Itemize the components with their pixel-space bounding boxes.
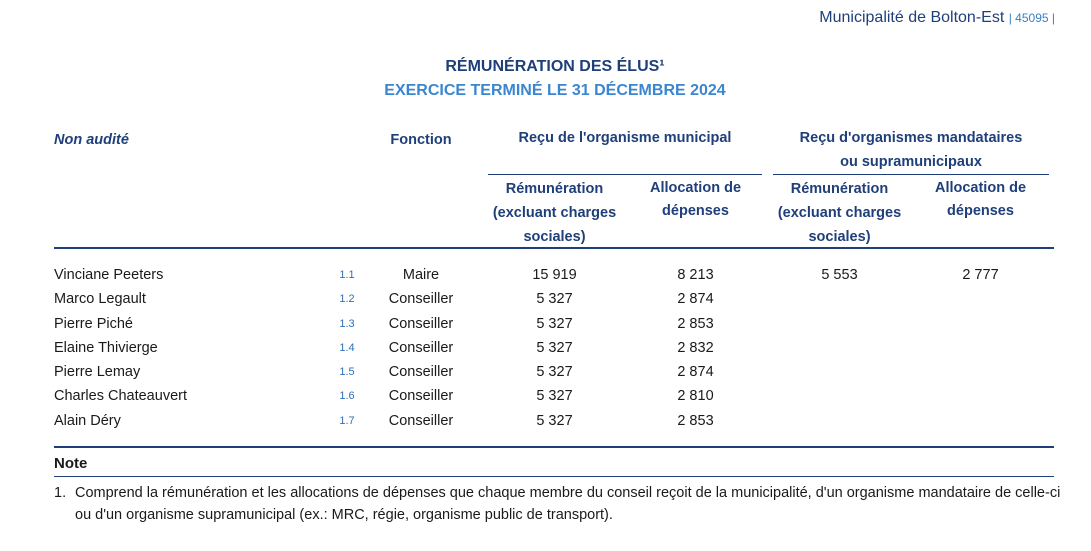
elected-name: Elaine Thivierge: [54, 340, 158, 356]
table-row: [0, 312, 1091, 336]
elected-function: Conseiller: [388, 316, 454, 332]
allocation-municipal: 8 213: [677, 267, 714, 283]
elected-function: Conseiller: [388, 388, 454, 404]
elected-name: Charles Chateauvert: [54, 388, 187, 404]
header-line: sociales): [523, 229, 586, 245]
elected-function: Conseiller: [388, 364, 454, 380]
reference-number: 1.3: [339, 318, 355, 330]
reference-number: 1.6: [339, 390, 355, 402]
table-row: [0, 384, 1091, 408]
table-header-rule: [54, 247, 1054, 249]
table-row: [0, 336, 1091, 360]
header-line: (excluant charges: [777, 205, 902, 221]
elected-function: Conseiller: [388, 291, 454, 307]
municipality-header: [819, 9, 1055, 27]
table-row: [0, 409, 1091, 433]
reference-number: 1.5: [339, 366, 355, 378]
elected-function: Conseiller: [388, 340, 454, 356]
reference-number: 1.1: [339, 269, 355, 281]
elected-function: Conseiller: [388, 413, 454, 429]
note-title: Note: [54, 455, 88, 472]
group-underline-mandataire: [773, 174, 1049, 175]
elected-function: Maire: [402, 267, 440, 283]
table-row: [0, 287, 1091, 311]
column-header-allocation-municipal: [629, 177, 762, 223]
header-line: (excluant charges: [492, 205, 617, 221]
report-subtitle: EXERCICE TERMINÉ LE 31 DÉCEMBRE 2024: [384, 82, 726, 99]
column-group-mandataire: [773, 126, 1049, 174]
elected-name: Pierre Lemay: [54, 364, 141, 380]
remuneration-municipal: 5 327: [536, 316, 573, 332]
table-row: [0, 263, 1091, 287]
allocation-municipal: 2 874: [677, 364, 714, 380]
remuneration-municipal: 5 327: [536, 413, 573, 429]
group-underline-municipal: [488, 174, 762, 175]
allocation-municipal: 2 810: [677, 388, 714, 404]
column-header-status: Non audité: [54, 132, 129, 148]
allocation-municipal: 2 874: [677, 291, 714, 307]
reference-number: 1.4: [339, 342, 355, 354]
column-header-function: Fonction: [390, 132, 452, 148]
elected-name: Pierre Piché: [54, 316, 133, 332]
allocation-municipal: 2 853: [677, 413, 714, 429]
header-line: Rémunération: [790, 181, 889, 197]
municipality-name: Municipalité de Bolton-Est: [819, 9, 1005, 26]
column-group-mandataire-line2: ou supramunicipaux: [840, 154, 982, 170]
remuneration-municipal: 15 919: [532, 267, 577, 283]
reference-number: 1.7: [339, 415, 355, 427]
table-footer-rule: [54, 446, 1054, 448]
note-body: Comprend la rémunération et les allocations de dépenses que chaque membre du conseil reçoit de la municipalité, d'un organisme mandataire de celle-ci ou d'un organisme supramunicipal (ex.: MRC, régie, organisme public de transport).: [75, 485, 1061, 523]
header-line: dépenses: [662, 203, 729, 219]
note-text: [54, 482, 1064, 526]
allocation-municipal: 2 832: [677, 340, 714, 356]
allocation-mandataire: 2 777: [962, 267, 999, 283]
note-number: 1.: [54, 485, 67, 501]
header-line: Allocation de: [649, 180, 742, 196]
header-line: sociales): [808, 229, 871, 245]
column-header-remuneration-municipal: [488, 177, 621, 249]
remuneration-mandataire: 5 553: [821, 267, 858, 283]
column-group-mandataire-line1: Reçu d'organismes mandataires: [799, 130, 1023, 146]
header-line: dépenses: [947, 203, 1014, 219]
column-header-remuneration-mandataire: [773, 177, 906, 249]
column-header-allocation-mandataire: [914, 177, 1047, 223]
note-rule: [54, 476, 1054, 477]
municipality-code: | 45095 |: [1008, 11, 1055, 25]
column-group-municipal: Reçu de l'organisme municipal: [518, 130, 732, 146]
remuneration-municipal: 5 327: [536, 291, 573, 307]
elected-name: Alain Déry: [54, 413, 121, 429]
header-line: Rémunération: [505, 181, 604, 197]
report-title: RÉMUNÉRATION DES ÉLUS¹: [445, 58, 665, 75]
elected-name: Marco Legault: [54, 291, 146, 307]
remuneration-municipal: 5 327: [536, 388, 573, 404]
remuneration-municipal: 5 327: [536, 364, 573, 380]
table-row: [0, 360, 1091, 384]
header-line: Allocation de: [934, 180, 1027, 196]
reference-number: 1.2: [339, 293, 355, 305]
allocation-municipal: 2 853: [677, 316, 714, 332]
remuneration-municipal: 5 327: [536, 340, 573, 356]
elected-name: Vinciane Peeters: [54, 267, 164, 283]
